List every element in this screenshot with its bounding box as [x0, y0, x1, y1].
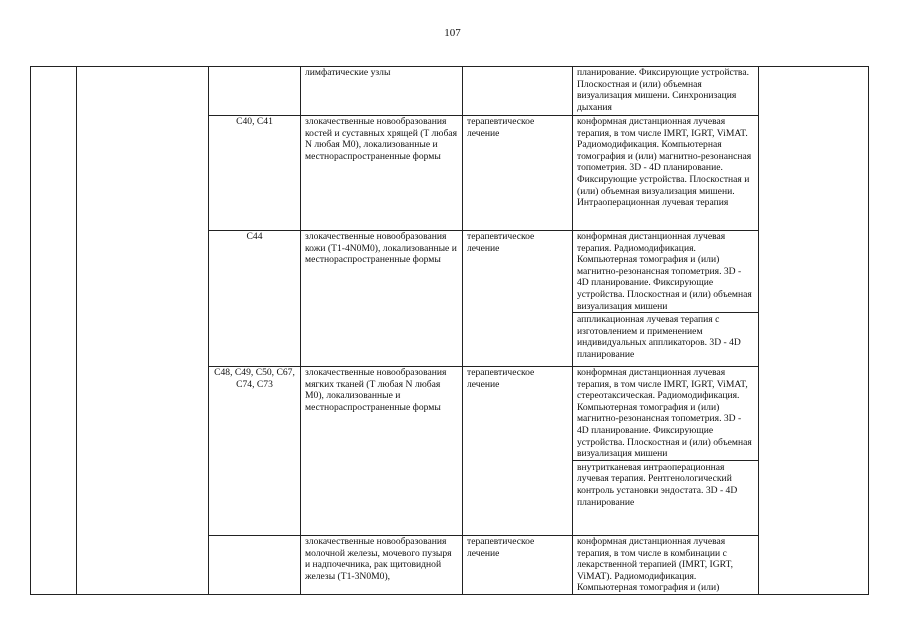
icd-code-cell: C48, C49, C50, C67, C74, C73 — [209, 367, 301, 536]
method-text: конформная дистанционная лучевая терапия, в том числе IMRT, IGRT, ViMAT. Радиомодификация. Компьютерная томография и (или) магнитно-резонансная топометрия. 3D - 4D планирование. Фиксирующие устройства. Плоскостная и (или) объемная визуализация мишени. Интраоперационная лучевая терапия — [577, 116, 752, 209]
method-cell — [573, 536, 759, 595]
method-cell — [573, 116, 759, 231]
method-text: внутритканевая интраоперационная лучевая терапия. Рентгенологический контроль установки эндостата. 3D - 4D планирование — [573, 460, 758, 508]
page-number: 107 — [444, 27, 461, 39]
treatment-cell: терапевтическое лечение — [463, 367, 573, 536]
table-row — [31, 67, 869, 116]
icd-code-cell: C40, C41 — [209, 116, 301, 231]
treatment-cell — [463, 67, 573, 116]
method-text: конформная дистанционная лучевая терапия, в том числе IMRT, IGRT, ViMAT, стереотаксическая. Радиомодификация. Компьютерная томография и (или) магнитно-резонансная топометрия. 3D - 4D планирование. Фиксирующие устройства. Плоскостная и (или) объемная визуализация мишени — [577, 367, 752, 460]
method-text: планирование. Фиксирующие устройства. Плоскостная и (или) объемная визуализация мишени. Синхронизация дыхания — [577, 67, 749, 113]
icd-code-cell — [209, 536, 301, 595]
icd-code-cell: C44 — [209, 231, 301, 367]
method-cell — [573, 67, 759, 116]
method-cell — [573, 231, 759, 367]
group-cell — [77, 67, 209, 595]
methods-table — [30, 66, 869, 595]
index-cell — [31, 67, 77, 595]
extra-cell — [759, 67, 869, 595]
disease-cell: злокачественные новообразования кожи (T1-4N0M0), локализованные и местнораспространенные формы — [301, 231, 463, 367]
disease-cell: злокачественные новообразования мягких тканей (T любая N любая M0), локализованные и местнораспространенные формы — [301, 367, 463, 536]
disease-cell: злокачественные новообразования молочной железы, мочевого пузыря и надпочечника, рак щитовидной железы (T1-3N0M0), — [301, 536, 463, 595]
treatment-cell: терапевтическое лечение — [463, 116, 573, 231]
method-cell — [573, 367, 759, 536]
treatment-cell: терапевтическое лечение — [463, 231, 573, 367]
treatment-cell: терапевтическое лечение — [463, 536, 573, 595]
disease-cell: лимфатические узлы — [301, 67, 463, 116]
method-text: аппликационная лучевая терапия с изготовлением и применением индивидуальных аппликаторов. 3D - 4D планирование — [573, 312, 758, 360]
method-text: конформная дистанционная лучевая терапия. Радиомодификация. Компьютерная томография и (или) магнитно-резонансная топометрия. 3D - 4D планирование. Фиксирующие устройства. Плоскостная и (или) объемная визуализация мишени — [577, 231, 752, 312]
method-text: конформная дистанционная лучевая терапия, в том числе в комбинации с лекарственной терапией (IMRT, IGRT, ViMAT). Радиомодификация. Компьютерная томография и (или) — [577, 536, 734, 594]
icd-code-cell — [209, 67, 301, 116]
disease-cell: злокачественные новообразования костей и суставных хрящей (T любая N любая M0), локализованные и местнораспространенные формы — [301, 116, 463, 231]
